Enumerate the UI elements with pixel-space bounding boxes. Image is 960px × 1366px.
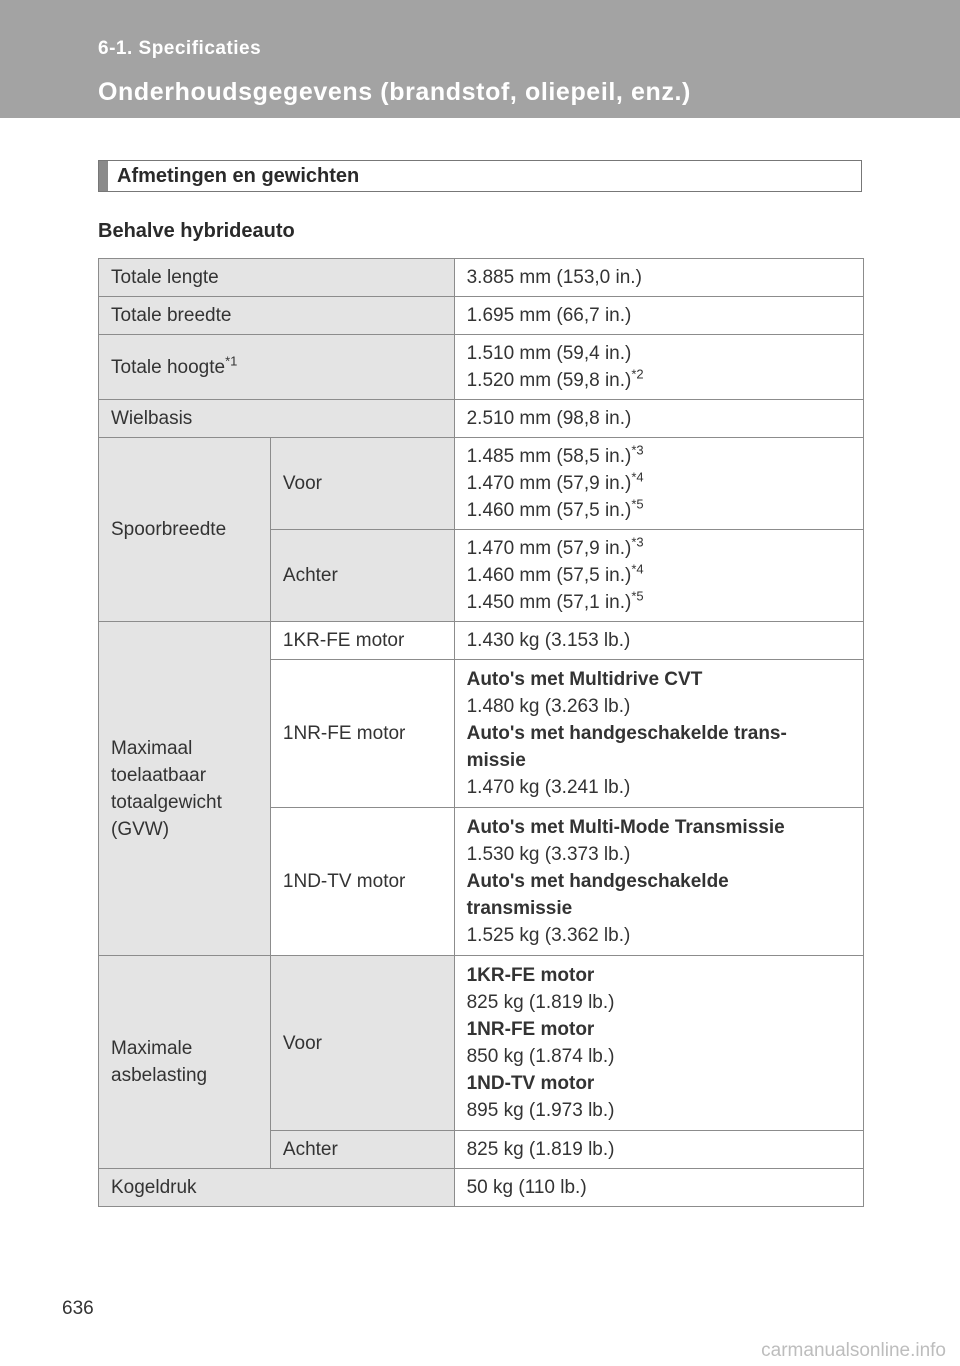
row-value: Auto's met Multidrive CVT 1.480 kg (3.263 lb.) Auto's met handgeschakelde trans- missie 1.470 kg (3.241 lb.) bbox=[454, 660, 863, 808]
row-label bbox=[99, 335, 455, 400]
value-line: 1.520 mm (59,8 in.)$^{*2}$ bbox=[466, 366, 644, 391]
section-number: 6-1. Specificaties bbox=[98, 38, 262, 59]
row-value bbox=[454, 335, 863, 400]
footnote-mark: *3 bbox=[631, 442, 644, 458]
footnote-mark: *5 bbox=[631, 588, 644, 604]
group-label: Maximaal toelaatbaar totaalgewicht (GVW) bbox=[99, 622, 271, 956]
footnote-mark: *4 bbox=[631, 561, 644, 577]
table-row bbox=[99, 259, 864, 297]
group-label: Maximale asbelasting bbox=[99, 956, 271, 1169]
row-label: 1ND-TV motor bbox=[270, 808, 454, 956]
footnote-mark: *1 bbox=[225, 353, 238, 369]
row-label: Kogeldruk bbox=[99, 1169, 455, 1207]
spec-table bbox=[98, 258, 864, 1207]
row-label: Achter bbox=[270, 530, 454, 622]
label-text: Totale hoogte bbox=[111, 356, 226, 378]
value-line: 1.450 mm (57,1 in.)$^{*5}$ bbox=[466, 588, 644, 613]
footnote-mark: *4 bbox=[631, 469, 644, 485]
subheading: Behalve hybrideauto bbox=[98, 220, 295, 242]
value-line: 1.510 mm (59,4 in.) bbox=[466, 343, 632, 364]
table-row bbox=[99, 400, 864, 438]
value-line: 1.460 mm (57,5 in.)$^{*5}$ bbox=[466, 496, 644, 521]
row-value bbox=[454, 530, 863, 622]
footnote-mark: *2 bbox=[631, 366, 644, 382]
value-line: 1.470 mm (57,9 in.)$^{*3}$ bbox=[466, 534, 644, 559]
heading-marker bbox=[99, 161, 108, 191]
row-label: Voor bbox=[270, 438, 454, 530]
table-row bbox=[99, 1169, 864, 1207]
row-value: 50 kg (110 lb.) bbox=[454, 1169, 863, 1207]
page-number: 636 bbox=[62, 1298, 94, 1319]
row-label: 1NR-FE motor bbox=[270, 660, 454, 808]
row-value: 3.885 mm (153,0 in.) bbox=[454, 259, 863, 297]
section-heading-box bbox=[98, 160, 862, 192]
row-label: Achter bbox=[270, 1131, 454, 1169]
table-row bbox=[99, 956, 864, 1131]
value-line: 1.485 mm (58,5 in.)$^{*3}$ bbox=[466, 442, 644, 467]
value-line: 1.470 mm (57,9 in.)$^{*4}$ bbox=[466, 469, 644, 494]
row-value: Auto's met Multi-Mode Transmissie 1.530 kg (3.373 lb.) Auto's met handgeschakelde transmissie 1.525 kg (3.362 lb.) bbox=[454, 808, 863, 956]
group-label: Spoorbreedte bbox=[99, 438, 271, 622]
row-label: Wielbasis bbox=[99, 400, 455, 438]
row-value: 825 kg (1.819 lb.) bbox=[454, 1131, 863, 1169]
chapter-header bbox=[0, 0, 960, 118]
watermark: carmanualsonline.info bbox=[761, 1340, 946, 1361]
section-heading: Afmetingen en gewichten bbox=[117, 165, 360, 187]
table-row bbox=[99, 622, 864, 660]
table-row bbox=[99, 297, 864, 335]
row-label: Totale breedte bbox=[99, 297, 455, 335]
row-value: 1.430 kg (3.153 lb.) bbox=[454, 622, 863, 660]
table-row bbox=[99, 438, 864, 530]
footnote-mark: *5 bbox=[631, 496, 644, 512]
row-value: 1.695 mm (66,7 in.) bbox=[454, 297, 863, 335]
page-title: Onderhoudsgegevens (brandstof, oliepeil, enz.) bbox=[98, 78, 691, 106]
row-value: 1KR-FE motor 825 kg (1.819 lb.) 1NR-FE motor 850 kg (1.874 lb.) 1ND-TV motor 895 kg (1.973 lb.) bbox=[454, 956, 863, 1131]
footnote-mark: *3 bbox=[631, 534, 644, 550]
row-label: Voor bbox=[270, 956, 454, 1131]
row-value: 2.510 mm (98,8 in.) bbox=[454, 400, 863, 438]
table-row bbox=[99, 335, 864, 400]
value-line: 1.460 mm (57,5 in.)$^{*4}$ bbox=[466, 561, 644, 586]
row-value bbox=[454, 438, 863, 530]
row-label: 1KR-FE motor bbox=[270, 622, 454, 660]
row-label: Totale lengte bbox=[99, 259, 455, 297]
